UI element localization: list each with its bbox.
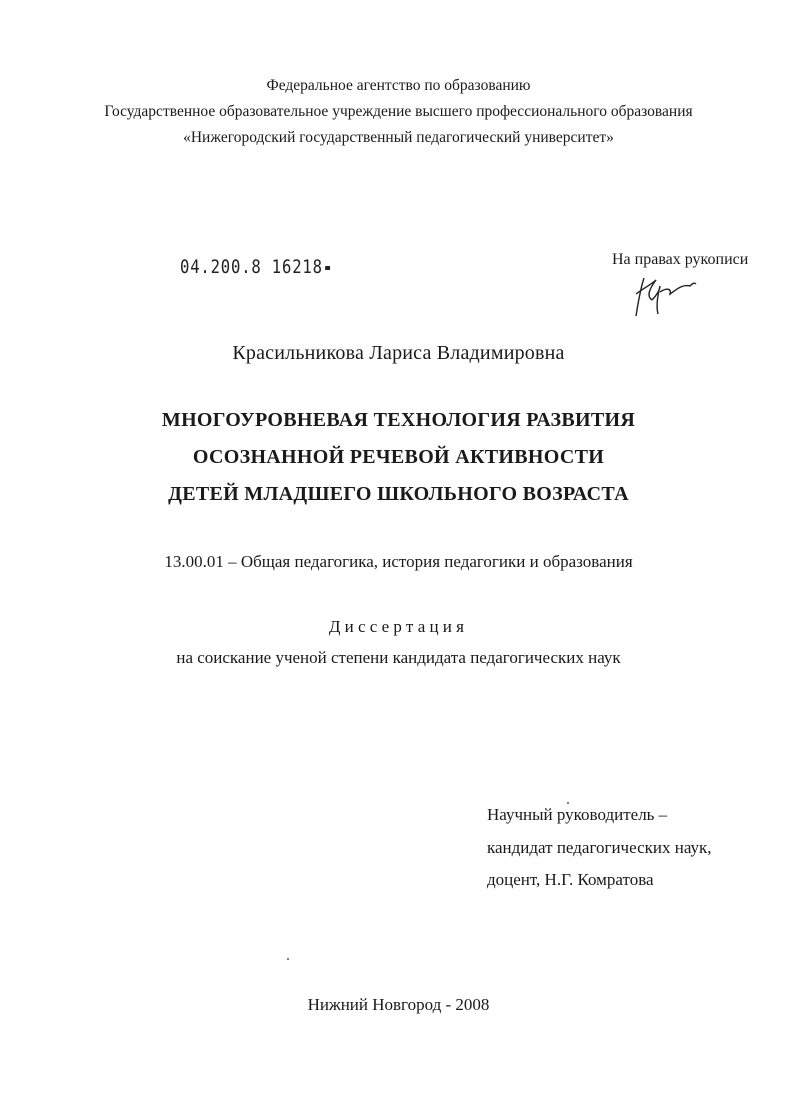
thesis-title-line-3: ДЕТЕЙ МЛАДШЕГО ШКОЛЬНОГО ВОЗРАСТА [168, 483, 629, 505]
scan-speck [287, 958, 289, 960]
supervisor-degree: кандидат педагогических наук, [487, 838, 712, 857]
stamp-number: 04.200.8 16218 [180, 256, 323, 278]
place-and-year: Нижний Новгород - 2008 [307, 995, 490, 1014]
stamp-mark-icon [325, 266, 330, 270]
specialty-code: 13.00.01 – Общая педагогика, история педагогики и образования [164, 552, 633, 571]
header-agency: Федеральное агентство по образованию [266, 77, 531, 94]
rights-note: На правах рукописи [612, 251, 749, 268]
supervisor-role: Научный руководитель – [487, 805, 668, 824]
document-type: Диссертация [328, 617, 469, 636]
degree-statement: на соискание ученой степени кандидата педагогических наук [176, 648, 621, 667]
thesis-title-line-2: ОСОЗНАННОЙ РЕЧЕВОЙ АКТИВНОСТИ [192, 446, 605, 468]
library-stamp [180, 256, 330, 278]
header-university: «Нижегородский государственный педагогический университет» [183, 129, 614, 146]
author-name: Красильникова Лариса Владимировна [232, 342, 565, 364]
thesis-title-line-1: МНОГОУРОВНЕВАЯ ТЕХНОЛОГИЯ РАЗВИТИЯ [161, 409, 636, 431]
supervisor-name: доцент, Н.Г. Комратова [487, 870, 654, 889]
header-institution: Государственное образовательное учреждение высшего профессионального образования [104, 103, 693, 120]
scan-speck [567, 802, 569, 804]
signature-icon [630, 270, 700, 320]
